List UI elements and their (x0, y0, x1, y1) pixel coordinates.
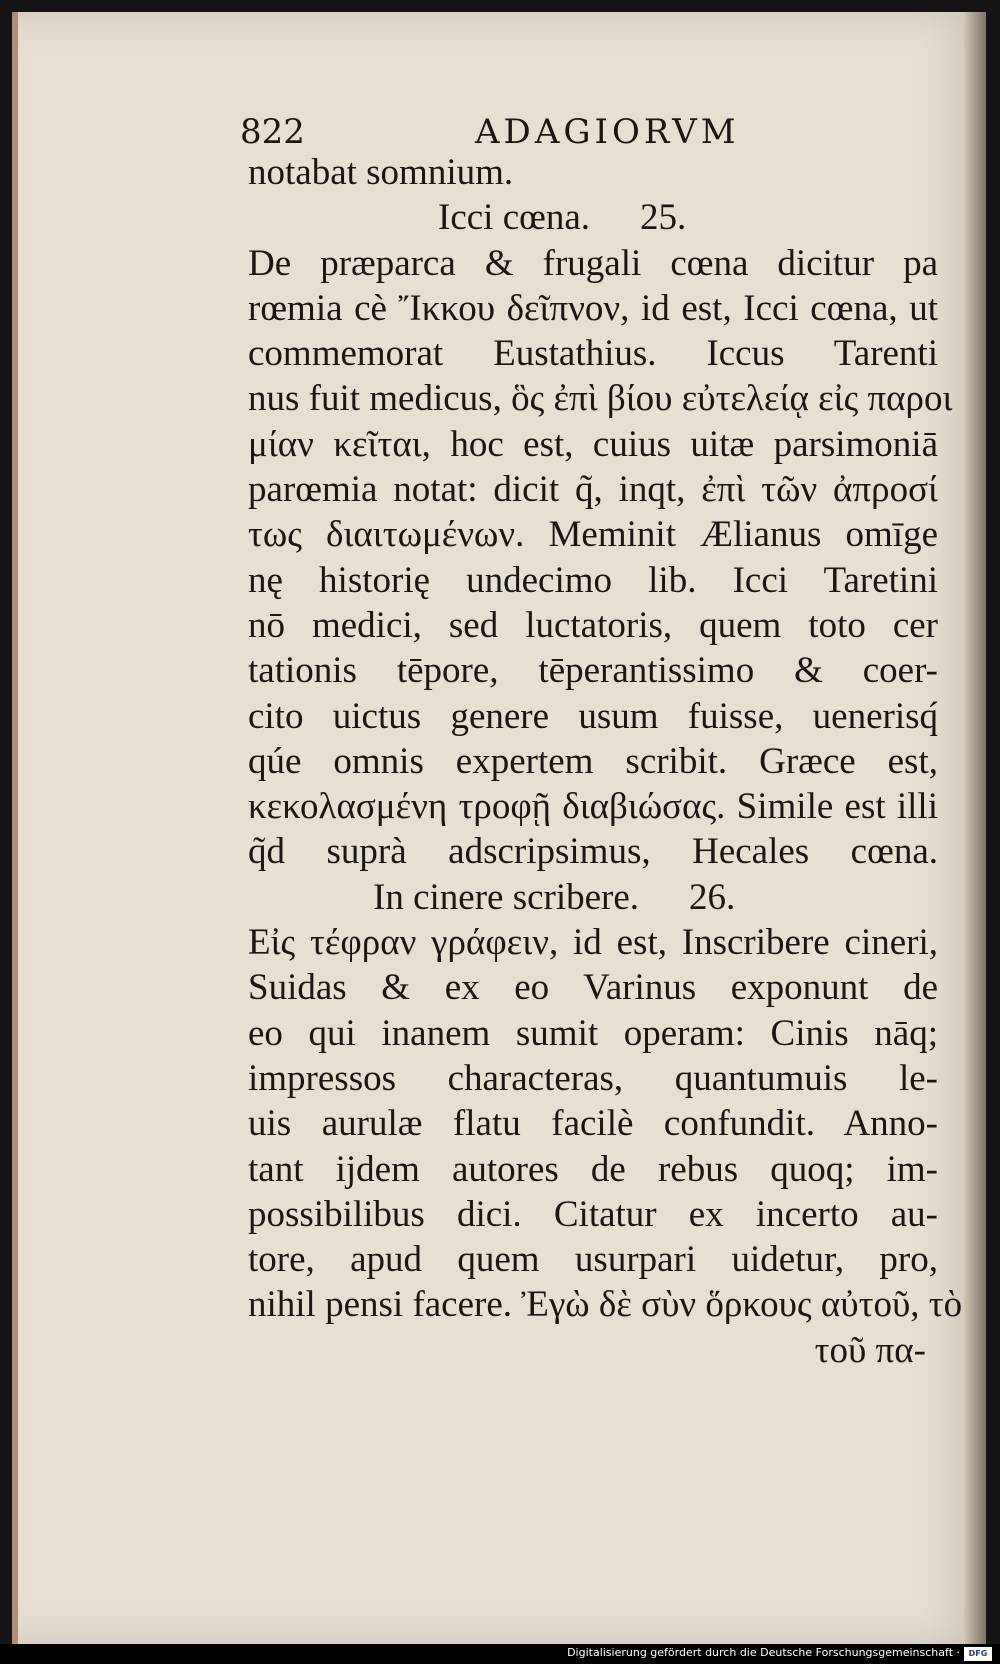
page-text (248, 150, 963, 1373)
digitization-footer (0, 1644, 1000, 1664)
text-line: tant ijdem autores de rebus quoq; im- (248, 1148, 938, 1190)
adage-number: 25. (640, 197, 687, 239)
catchword: τοῦ πα- (814, 1329, 926, 1371)
adage-heading-25 (248, 195, 938, 240)
page-gutter-shadow (964, 12, 986, 1644)
adage-number: 26. (689, 876, 736, 918)
text-line: possibilibus dici. Citatur ex incerto au- (248, 1193, 938, 1235)
text-line: qúe omnis expertem scribit. Græce est, (248, 740, 938, 782)
text-line: Suidas & ex eo Varinus exponunt de (248, 967, 938, 1009)
text-line: tore, apud quem usurpari uidetur, pro, (248, 1239, 938, 1281)
text-line: tationis tēpore, tēperantissimo & coer- (248, 650, 938, 692)
text-line: nus fuit medicus, ὃς ἐπὶ βίου εὐτελείᾳ εἰς παροι (248, 378, 953, 420)
page-number: 822 (240, 112, 305, 152)
text-line: eo qui inanem sumit operam: Cinis nāq; (248, 1012, 938, 1054)
dfg-logo: DFG (964, 1647, 992, 1661)
text-line: q̃d suprà adscripsimus, Hecales cœna. (248, 831, 938, 873)
text-line: nihil pensi facere. Ἐγὼ δὲ σὺν ὅρκους αὐτοῦ, τὸ (248, 1284, 963, 1326)
text-line: τως διαιτωμένων. Meminit Ælianus omīge (248, 514, 938, 556)
text-line: De præparca & frugali cœna dicitur pa (248, 242, 938, 284)
text-line: μίαν κεῖται, hoc est, cuius uitæ parsimoniā (248, 423, 938, 465)
text-line: Εἰς τέφραν γράφειν, id est, Inscribere cineri, (248, 922, 938, 964)
adage-heading-26 (248, 875, 938, 920)
text-line: rœmia cè Ἴκκου δεῖπνον, id est, Icci cœna, ut (248, 287, 938, 329)
text-line: impressos characteras, quantumuis le- (248, 1057, 938, 1099)
text-line: uis aurulæ flatu facilè confundit. Anno- (248, 1103, 938, 1145)
funding-credit: Digitalisierung gefördert durch die Deutsche Forschungsgemeinschaft · (567, 1646, 960, 1659)
text-line: κεκολασμένη τροφῇ διαβιώσας. Simile est illi (248, 786, 938, 828)
text-line: nō medici, sed luctatoris, quem toto cer (248, 604, 938, 646)
text-line: parœmia notat: dicit q̃, inqt, ἐπὶ τῶν ἀπροσί (248, 469, 938, 511)
adage-title: In cinere scribere. (373, 876, 640, 918)
running-head: ADAGIORVM (475, 112, 740, 152)
text-line: nę historię undecimo lib. Icci Taretini (248, 559, 938, 601)
text-line: commemorat Eustathius. Iccus Tarenti (248, 333, 938, 375)
text-line: notabat somnium. (248, 152, 514, 193)
adage-title: Icci cœna. (438, 197, 591, 239)
text-line: cito uictus genere usum fuisse, uenerisq́ (248, 695, 938, 737)
